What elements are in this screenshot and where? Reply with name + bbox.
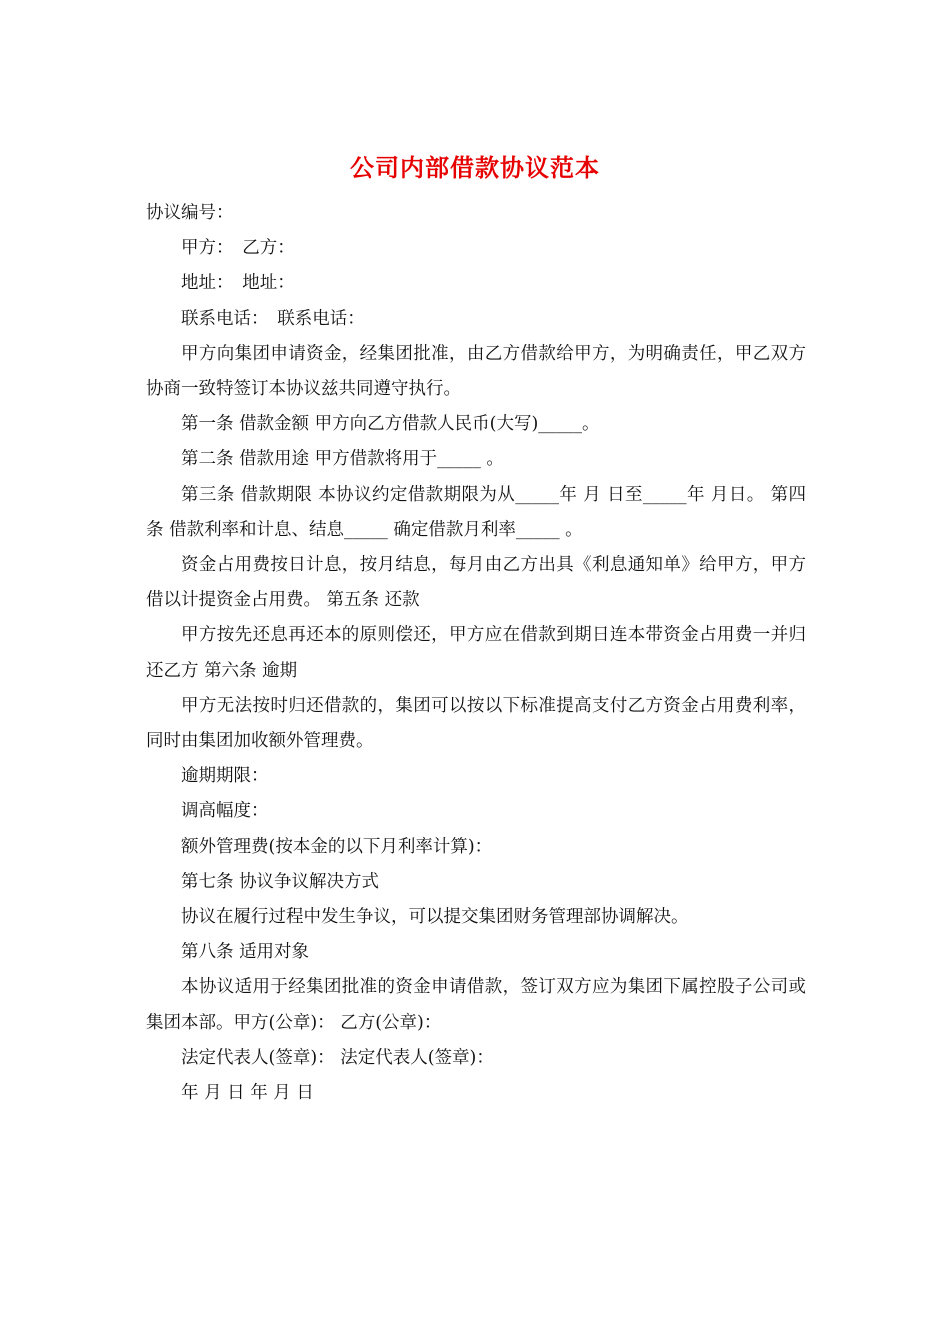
article-2-purpose: 第二条 借款用途 甲方借款将用于_____ 。 (181, 449, 504, 470)
article-7-heading: 第七条 协议争议解决方式 (181, 871, 380, 892)
interest-calculation-paragraph: 资金占用费按日计息，按月结息，每月由乙方出具《利息通知单》给甲方，甲方借以计提资金占用费。 第五条 还款 (146, 555, 806, 611)
document-body (146, 196, 806, 1111)
signature-dates: 年 月 日 年 月 日 (181, 1083, 314, 1104)
extra-management-fee: 额外管理费(按本金的以下月利率计算)： (181, 836, 493, 857)
agreement-number: 协议编号： (146, 203, 234, 223)
article-3-4-term-interest: 第三条 借款期限 本协议约定借款期限为从_____年 月 日至_____年 月日。 第四条 借款利率和计息、结息_____ 确定借款月利率_____ 。 (146, 484, 806, 540)
overdue-paragraph: 甲方无法按时归还借款的，集团可以按以下标准提高支付乙方资金占用费利率，同时由集团加收额外管理费。 (146, 695, 806, 752)
dispute-resolution-paragraph: 协议在履行过程中发生争议，可以提交集团财务管理部协调解决。 (181, 907, 689, 928)
repayment-paragraph: 甲方按先还息再还本的原则偿还，甲方应在借款到期日连本带资金占用费一并归还乙方 第六条 逾期 (146, 625, 806, 681)
legal-representatives: 法定代表人(签章)： 法定代表人(签章)： (181, 1047, 494, 1068)
party-addresses: 地址： 地址： (181, 273, 295, 294)
article-1-amount: 第一条 借款金额 甲方向乙方借款人民币(大写)_____。 (181, 414, 600, 435)
party-phones: 联系电话： 联系电话： (181, 308, 365, 329)
overdue-period: 逾期期限： (181, 766, 269, 787)
rate-increase: 调高幅度： (181, 801, 269, 822)
preamble-paragraph: 甲方向集团申请资金，经集团批准，由乙方借款给甲方，为明确责任，甲乙双方协商一致特签订本协议兹共同遵守执行。 (146, 343, 806, 400)
document-title: 公司内部借款协议范本 (350, 153, 600, 182)
party-names: 甲方： 乙方： (181, 238, 295, 259)
applicability-paragraph: 本协议适用于经集团批准的资金申请借款，签订双方应为集团下属控股子公司或集团本部。甲方(公章)： 乙方(公章)： (146, 977, 806, 1033)
article-8-heading: 第八条 适用对象 (181, 942, 310, 963)
